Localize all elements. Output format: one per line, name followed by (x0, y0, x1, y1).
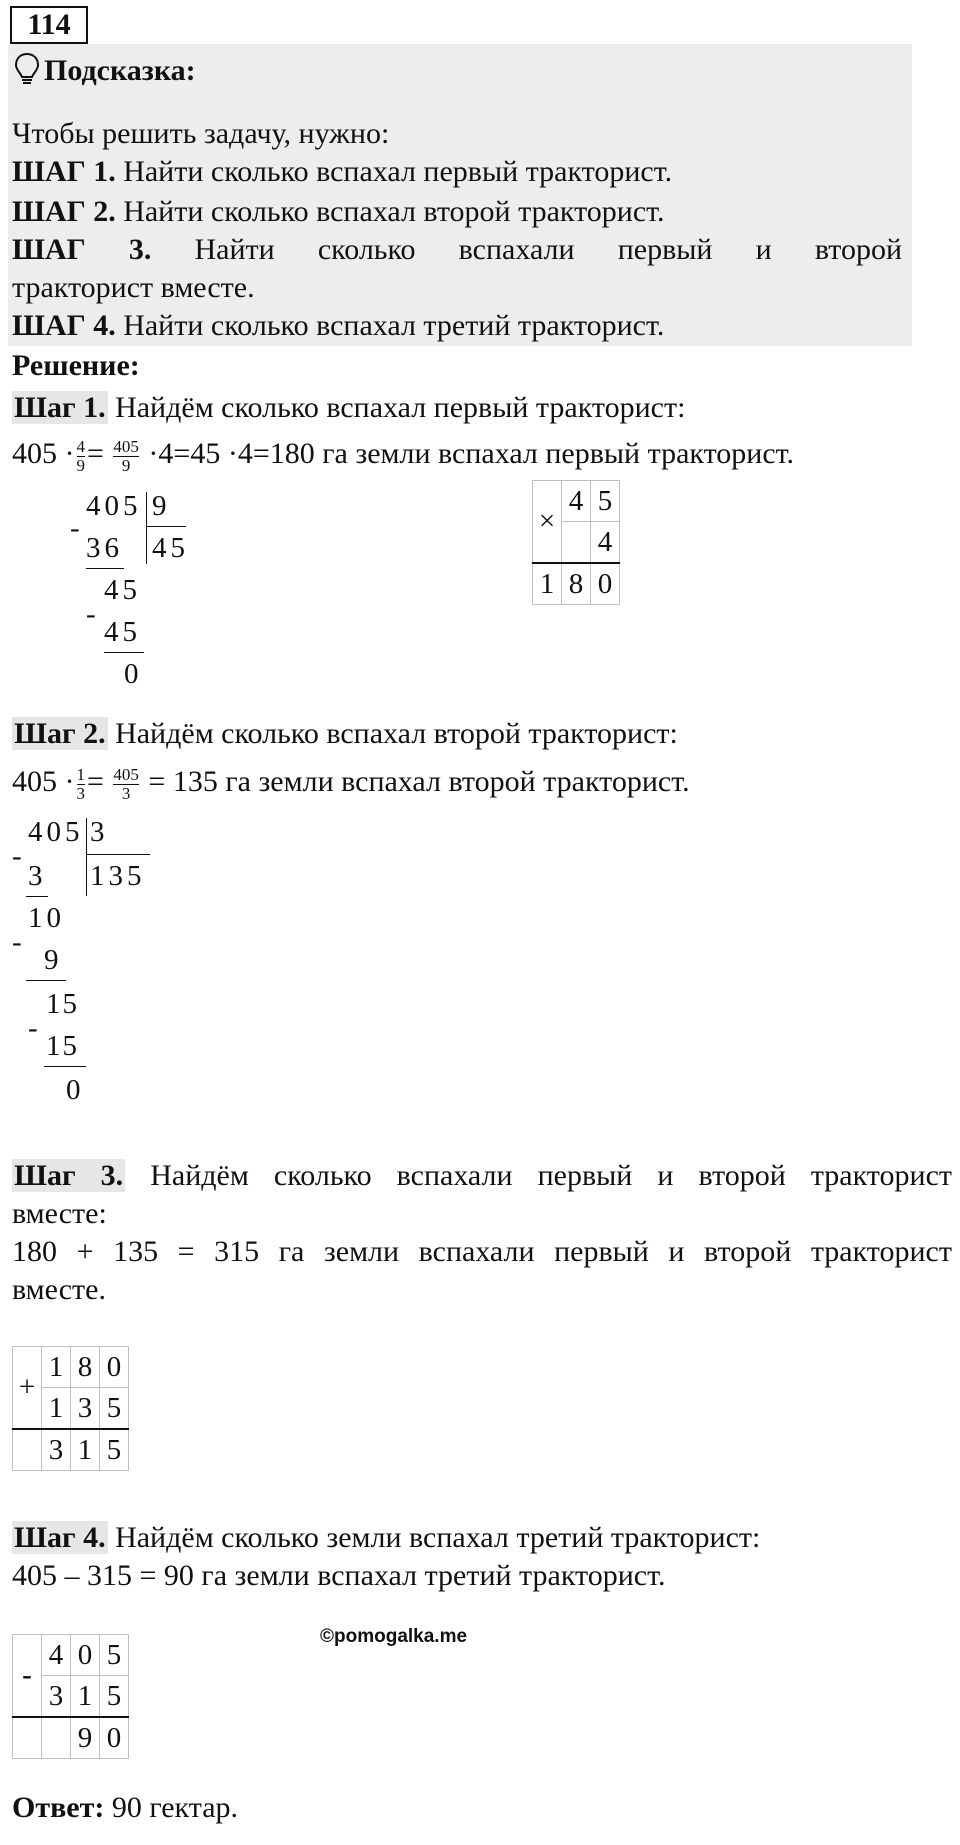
solution-title: Решение: (12, 349, 140, 382)
step4-heading: Шаг 4. Найдём сколько земли вспахал третий тракторист: (14, 1521, 761, 1554)
hint-step-2: ШАГ 2. Найти сколько вспахал второй тракторист. (12, 195, 665, 228)
hint-title-text: Подсказка: (44, 54, 196, 87)
step3-heading-cont: вместе: (12, 1197, 107, 1230)
hint-step-4: ШАГ 4. Найти сколько вспахал третий тракторист. (12, 309, 665, 342)
step3-expression: 180 + 135 = 315 га земли вспахали первый и второй тракторист (12, 1235, 952, 1268)
step4-expression: 405 – 315 = 90 га земли вспахал третий тракторист. (12, 1559, 666, 1592)
answer: Ответ: 90 гектар. (12, 1791, 239, 1824)
hint-intro: Чтобы решить задачу, нужно: (12, 117, 390, 150)
step1-expression: 405 · $\frac{4}{9}$ = $\frac{405}{9}$ ·4=45 ·4=180 га земли вспахал первый тракторист. (12, 436, 795, 475)
hint-step-1: ШАГ 1. Найти сколько вспахал первый тракторист. (12, 155, 673, 188)
fraction-4-9: $\frac{4}{9}$ (76, 436, 85, 475)
hint-title (14, 52, 196, 89)
step2-heading: Шаг 2. Найдём сколько вспахал второй тракторист: (14, 717, 678, 750)
step3-heading: Шаг 3. Найдём сколько вспахали первый и второй тракторист (14, 1159, 952, 1192)
step3-expression-cont: вместе. (12, 1273, 106, 1306)
task-number: 114 (10, 6, 88, 44)
lightbulb-icon (14, 52, 40, 86)
fraction-405-9: $\frac{405}{9}$ (113, 436, 139, 475)
fraction-405-3: $\frac{405}{3}$ (113, 764, 139, 803)
step1-heading: Шаг 1. Найдём сколько вспахал первый тракторист: (14, 391, 686, 424)
step1-multiplication-table: × 4 5 4 1 8 0 (532, 480, 620, 605)
watermark: ©pomogalka.me (320, 1626, 468, 1647)
step2-expression: 405 · $\frac{1}{3}$ = $\frac{405}{3}$ = 135 га земли вспахал второй тракторист. (12, 764, 690, 803)
hint-step-3-cont: тракторист вместе. (12, 271, 255, 304)
step4-subtraction-table: - 4 0 5 3 1 5 9 0 (12, 1634, 129, 1759)
fraction-1-3: $\frac{1}{3}$ (76, 764, 85, 803)
hint-step-3: ШАГ 3. Найти сколько вспахали первый и второй (12, 233, 903, 266)
step3-addition-table: + 1 8 0 1 3 5 3 1 5 (12, 1346, 129, 1471)
